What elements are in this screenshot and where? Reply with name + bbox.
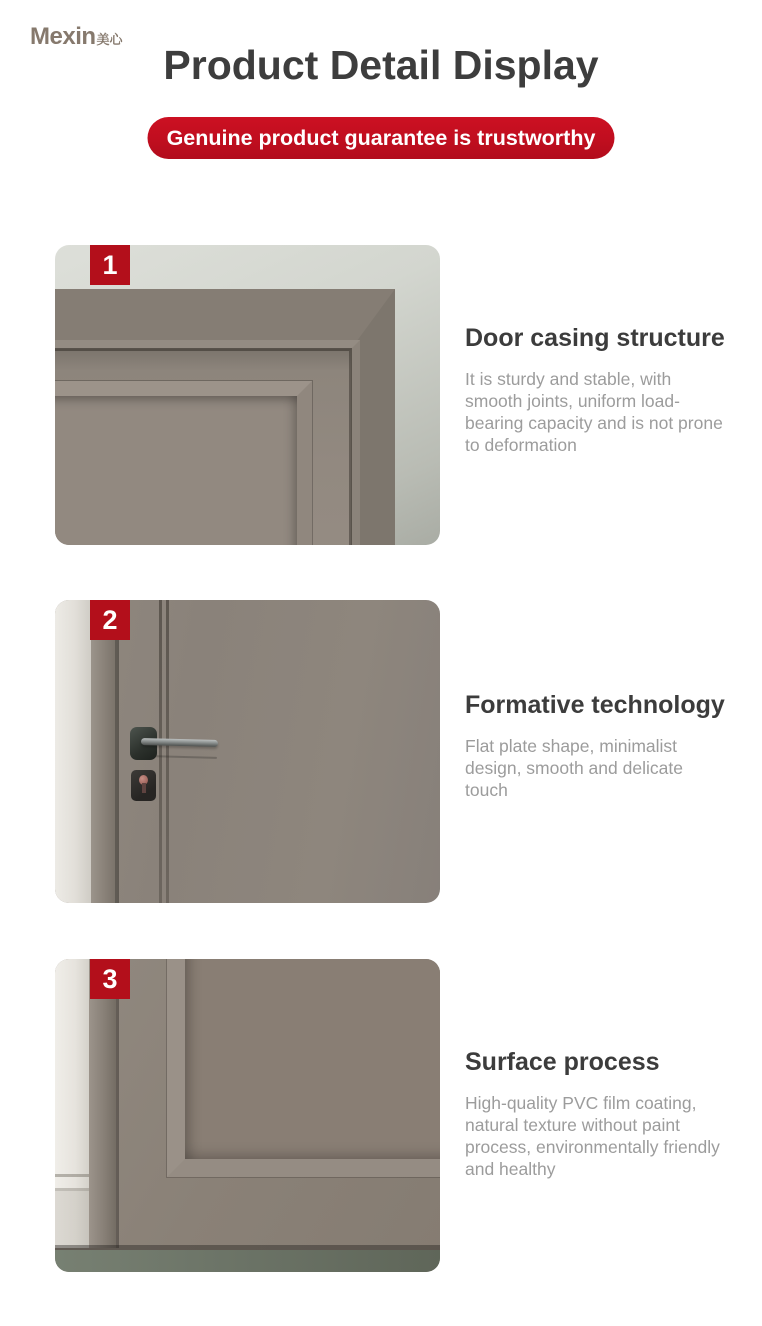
feature-text-3 <box>465 1048 727 1180</box>
door-panel-molding <box>55 381 312 545</box>
door-casing-edge <box>89 959 119 1248</box>
feature-heading: Formative technology <box>465 691 725 719</box>
door-casing-edge <box>91 600 119 903</box>
step-number: 1 <box>102 249 118 280</box>
feature-card-3 <box>55 959 440 1272</box>
guarantee-banner <box>148 117 615 159</box>
page-title: Product Detail Display <box>163 42 599 88</box>
wall-strip <box>55 600 91 903</box>
feature-heading: Door casing structure <box>465 324 725 352</box>
door-top-corner-photo <box>55 245 440 545</box>
step-number: 2 <box>102 604 118 635</box>
step-badge-3 <box>90 959 130 999</box>
feature-text-1 <box>465 324 727 456</box>
door-bottom-corner-photo <box>55 959 440 1272</box>
floor-strip <box>55 1250 440 1272</box>
door-panel-molding <box>167 959 440 1177</box>
brand-logo-en: Mexin <box>30 23 96 50</box>
step-number: 3 <box>102 963 118 994</box>
step-badge-1 <box>90 245 130 285</box>
feature-card-2 <box>55 600 440 903</box>
key-icon <box>139 775 148 785</box>
feature-description: Flat plate shape, minimalist design, smooth and delicate touch <box>465 736 683 800</box>
baseboard-trim <box>55 959 89 1248</box>
door-groove-line <box>166 600 169 903</box>
feature-heading: Surface process <box>465 1048 660 1076</box>
feature-text-2 <box>465 691 727 801</box>
guarantee-banner-label: Genuine product guarantee is trustworthy <box>166 125 596 150</box>
step-badge-2 <box>90 600 130 640</box>
feature-description: High-quality PVC film coating, natural texture without paint process, environmentally friendly and healthy <box>465 1093 720 1179</box>
brand-logo-cn: 美心 <box>96 32 123 47</box>
feature-card-1 <box>55 245 440 545</box>
door-handle-photo <box>55 600 440 903</box>
keyhole-plate <box>131 770 156 801</box>
feature-description: It is sturdy and stable, with smooth joints, uniform load-bearing capacity and is not prone to deformation <box>465 369 723 455</box>
door-groove-line <box>159 600 162 903</box>
